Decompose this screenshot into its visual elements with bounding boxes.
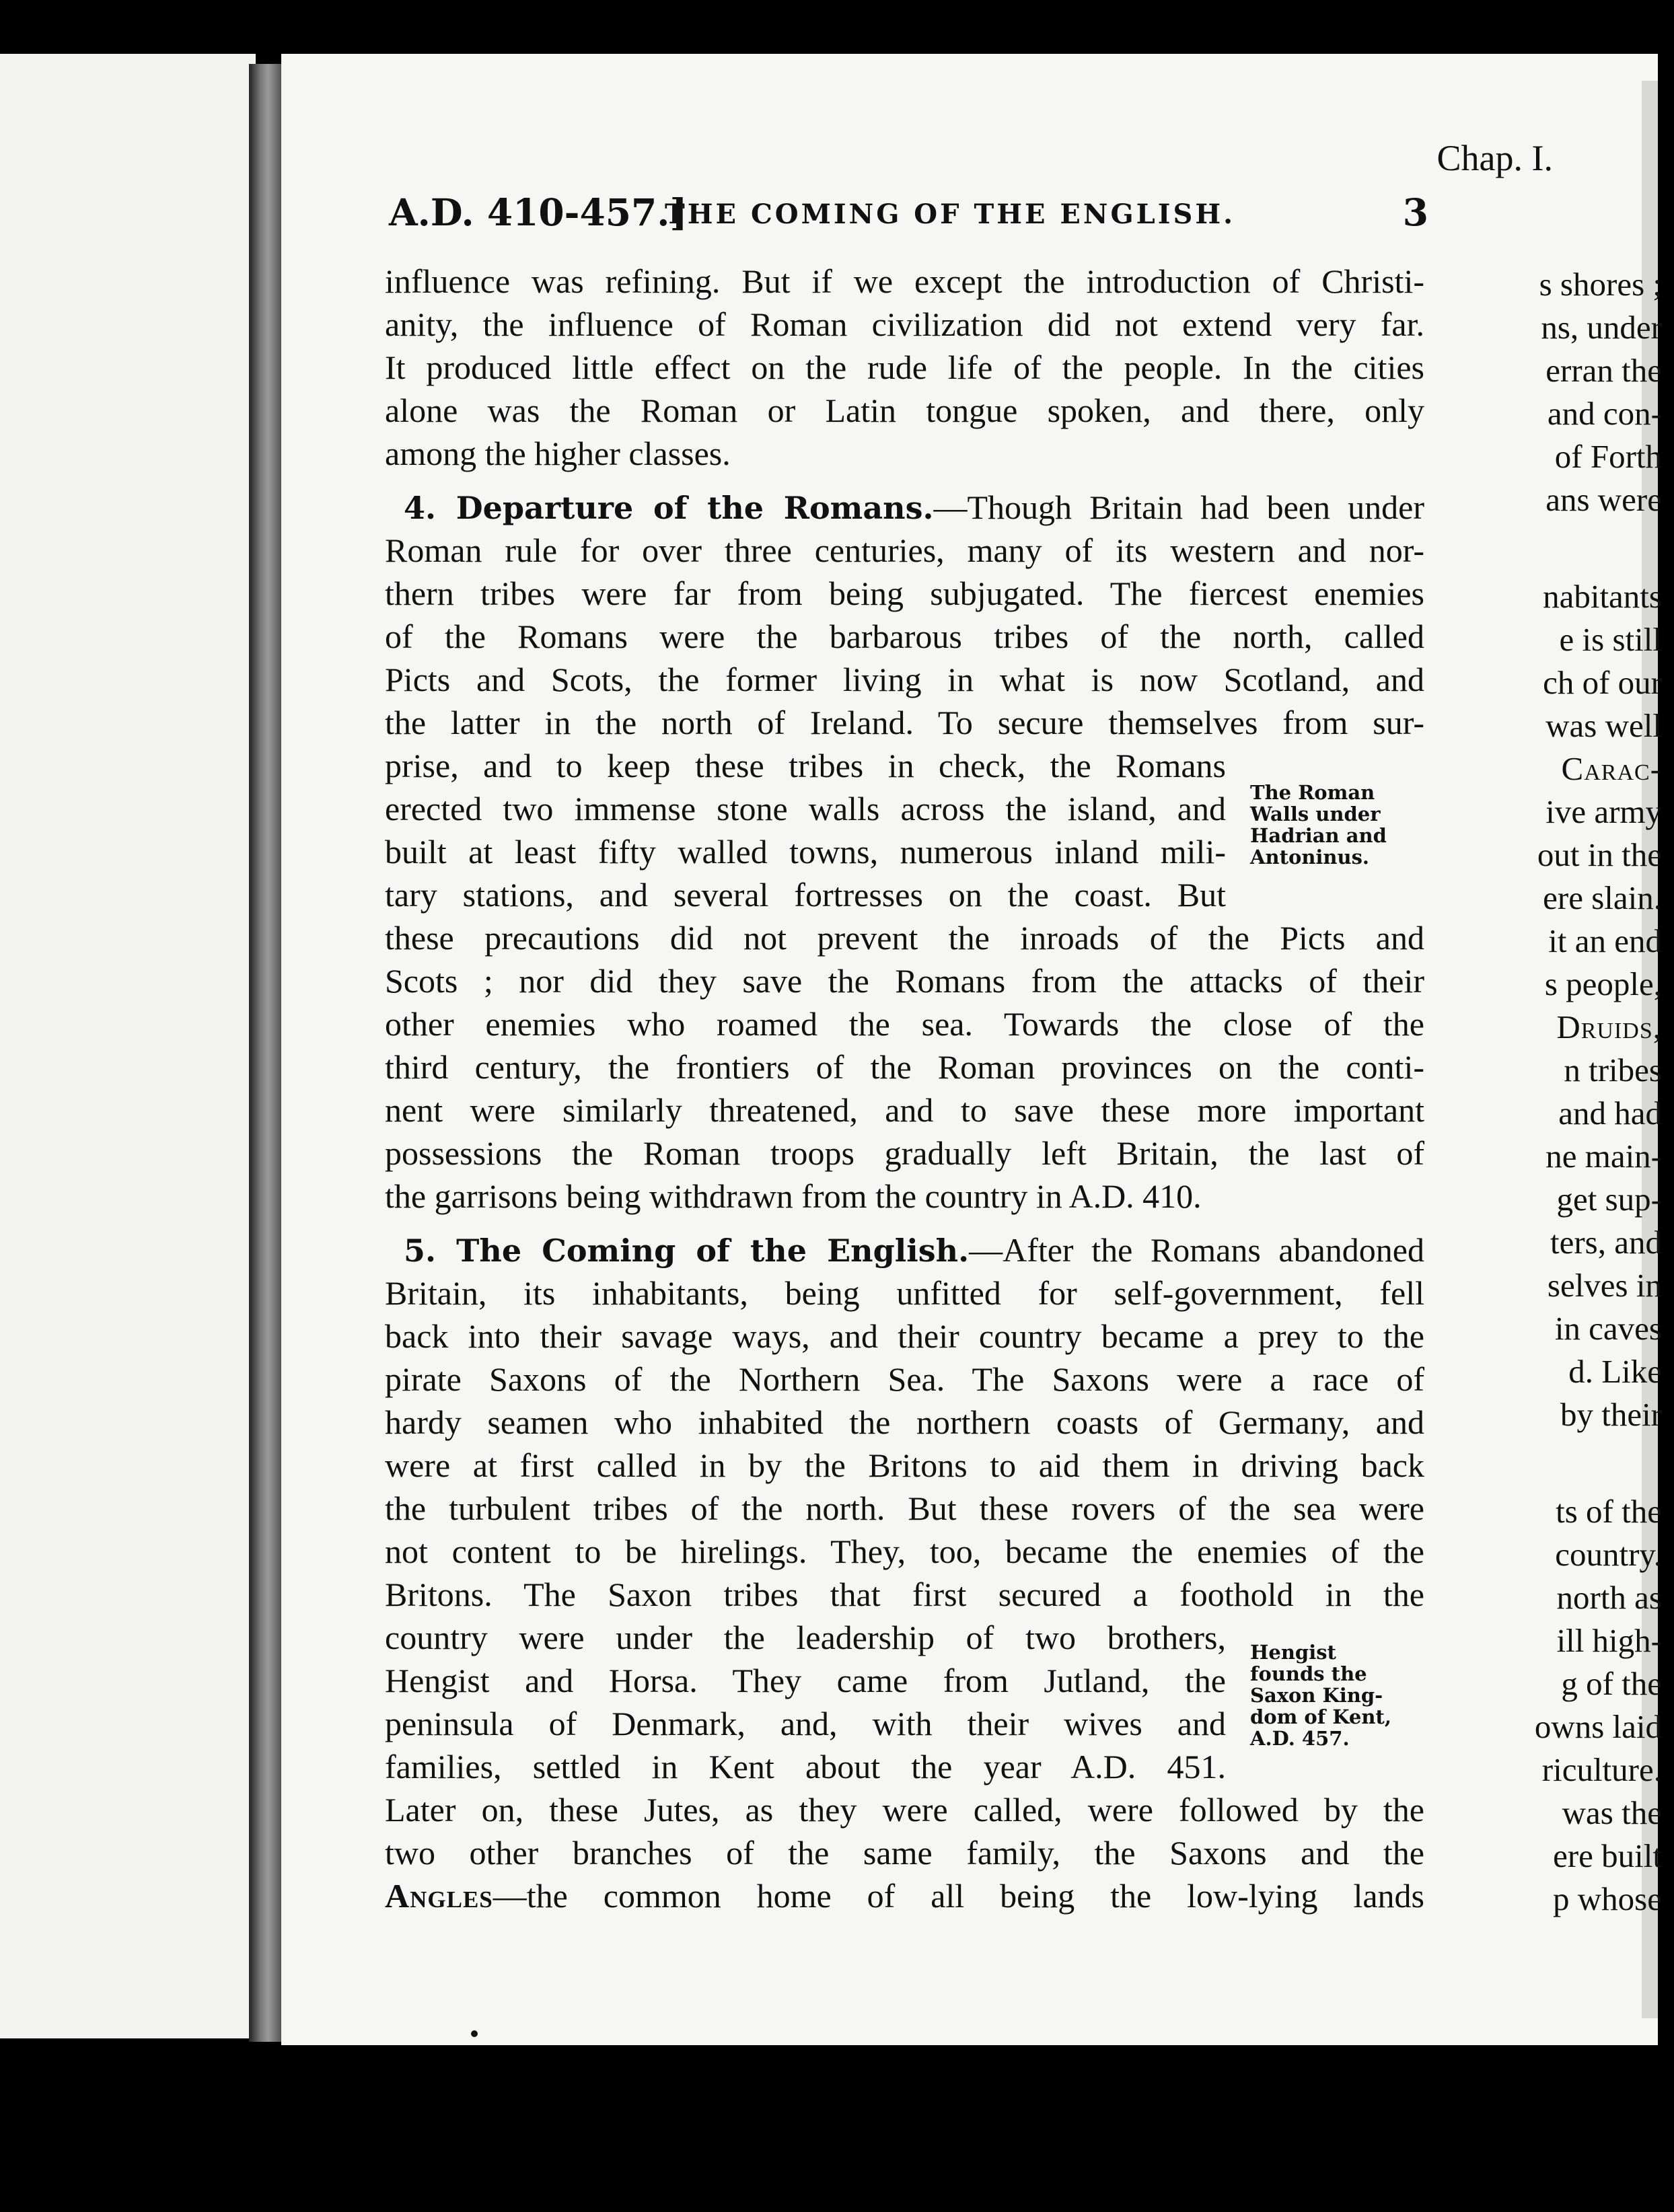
left-line: e is still — [1559, 621, 1662, 658]
body-line-final: Angles—the common home of all being the low-lying lands — [385, 1877, 1424, 1915]
section-heading: 4. Departure of the Romans. — [404, 490, 934, 526]
running-head — [389, 190, 1428, 234]
body-line: two other branches of the same family, the Saxons and the — [385, 1834, 1424, 1872]
body-line: anity, the influence of Roman civilization did not extend very far. — [385, 305, 1424, 343]
left-line: was the — [1562, 1794, 1662, 1831]
left-line: country. — [1555, 1536, 1662, 1573]
left-line: riculture. — [1541, 1751, 1662, 1788]
left-line: ts of the — [1556, 1493, 1662, 1530]
left-page — [0, 54, 256, 2038]
running-head-date: A.D. 410-457.] — [389, 190, 688, 234]
body-line: tary stations, and several fortresses on the coast. But — [385, 876, 1226, 914]
running-head-title: THE COMING OF THE ENGLISH. — [665, 198, 1236, 230]
body-line: possessions the Roman troops gradually left Britain, the last of — [385, 1134, 1424, 1172]
left-line: out in the — [1537, 836, 1662, 873]
left-line: ters, and — [1550, 1224, 1662, 1261]
margin-note-hengist: Hengist founds the Saxon King- dom of Kent, A.D. 457. — [1250, 1641, 1391, 1750]
body-line: Scots ; nor did they save the Romans from the attacks of their — [385, 962, 1424, 1000]
body-line: third century, the frontiers of the Roman provinces on the conti- — [385, 1048, 1424, 1086]
left-line: and con- — [1547, 395, 1662, 432]
body-line: It produced little effect on the rude life of the people. In the cities — [385, 348, 1424, 386]
book-gutter — [249, 64, 281, 2042]
body-line: the latter in the north of Ireland. To secure themselves from sur- — [385, 704, 1424, 741]
left-line: ch of our — [1543, 664, 1662, 701]
left-line: Druids, — [1556, 1008, 1662, 1045]
left-line: and had — [1558, 1095, 1662, 1132]
body-line: Britain, its inhabitants, being unfitted for self-government, fell — [385, 1274, 1424, 1312]
body-line: thern tribes were far from being subjugated. The fiercest enemies — [385, 575, 1424, 612]
left-line: in caves — [1554, 1310, 1662, 1347]
body-line: prise, and to keep these tribes in check, the Romans — [385, 747, 1226, 784]
body-line: these precautions did not prevent the inroads of the Picts and — [385, 919, 1424, 957]
body-line: Britons. The Saxon tribes that first secured a foothold in the — [385, 1576, 1424, 1613]
body-line: among the higher classes. — [385, 435, 731, 472]
body-line: built at least fifty walled towns, numerous inland mili- — [385, 833, 1226, 871]
left-line: ill high- — [1556, 1622, 1662, 1659]
left-line: d. Like — [1568, 1353, 1662, 1390]
body-line: Hengist and Horsa. They came from Jutland, the — [385, 1662, 1226, 1699]
section-4-first-line: 4. Departure of the Romans.—Though Britain had been under — [404, 488, 1424, 526]
left-line: s shores ; — [1539, 266, 1662, 303]
left-line: by their — [1560, 1396, 1662, 1433]
page-number: 3 — [1402, 190, 1428, 234]
body-line: alone was the Roman or Latin tongue spoken, and there, only — [385, 392, 1424, 429]
body-line: Later on, these Jutes, as they were called, were followed by the — [385, 1791, 1424, 1829]
left-line: was well — [1545, 707, 1662, 744]
left-line: nabitants — [1543, 578, 1662, 615]
left-line: p whose — [1553, 1880, 1662, 1917]
body-line: influence was refining. But if we except the introduction of Christi- — [385, 262, 1424, 300]
body-line: Picts and Scots, the former living in what is now Scotland, and — [385, 661, 1424, 698]
left-line: ere slain. — [1543, 879, 1662, 916]
left-line: ive army — [1545, 793, 1662, 830]
left-line: ns, under — [1541, 309, 1662, 346]
body-line: other enemies who roamed the sea. Towards the close of the — [385, 1005, 1424, 1043]
left-line: it an end — [1548, 922, 1662, 959]
left-line: ne main- — [1545, 1138, 1662, 1175]
left-line: of Forth — [1554, 438, 1662, 475]
ink-speck — [471, 2030, 478, 2037]
body-line: the garrisons being withdrawn from the country in A.D. 410. — [385, 1177, 1202, 1215]
body-line: of the Romans were the barbarous tribes of the north, called — [385, 618, 1424, 655]
margin-note-roman-walls: The Roman Walls under Hadrian and Antoninus. — [1250, 781, 1387, 869]
left-line: get sup- — [1556, 1181, 1662, 1218]
body-line: Roman rule for over three centuries, many of its western and nor- — [385, 531, 1424, 569]
body-line: erected two immense stone walls across the island, and — [385, 790, 1226, 827]
left-line: Carac- — [1561, 750, 1662, 787]
body-line: nent were similarly threatened, and to save these more important — [385, 1091, 1424, 1129]
body-line: the turbulent tribes of the north. But these rovers of the sea were — [385, 1489, 1424, 1527]
left-line: selves in — [1547, 1267, 1662, 1304]
body-line: families, settled in Kent about the year A.D. 451. — [385, 1748, 1226, 1785]
body-line: back into their savage ways, and their country became a prey to the — [385, 1317, 1424, 1355]
left-line: g of the — [1561, 1665, 1662, 1702]
body-line: hardy seamen who inhabited the northern coasts of Germany, and — [385, 1403, 1424, 1441]
left-line: ans were — [1545, 481, 1662, 518]
left-line: ere built — [1553, 1837, 1662, 1874]
section-5-first-line: 5. The Coming of the English.—After the Romans abandoned — [404, 1231, 1424, 1269]
chapter-heading: Chap. I. — [1436, 138, 1553, 178]
body-line: not content to be hirelings. They, too, became the enemies of the — [385, 1533, 1424, 1570]
body-line: were at first called in by the Britons to aid them in driving back — [385, 1446, 1424, 1484]
body-line: country were under the leadership of two brothers, — [385, 1619, 1226, 1656]
left-line: s people, — [1544, 965, 1662, 1002]
left-line: erran the — [1545, 352, 1662, 389]
body-line: pirate Saxons of the Northern Sea. The Saxons were a race of — [385, 1360, 1424, 1398]
left-line: owns laid — [1534, 1708, 1662, 1745]
section-heading: 5. The Coming of the English. — [404, 1232, 970, 1269]
left-line: north as — [1556, 1579, 1662, 1616]
left-line: n tribes — [1564, 1052, 1662, 1089]
body-line: peninsula of Denmark, and, with their wives and — [385, 1705, 1226, 1742]
